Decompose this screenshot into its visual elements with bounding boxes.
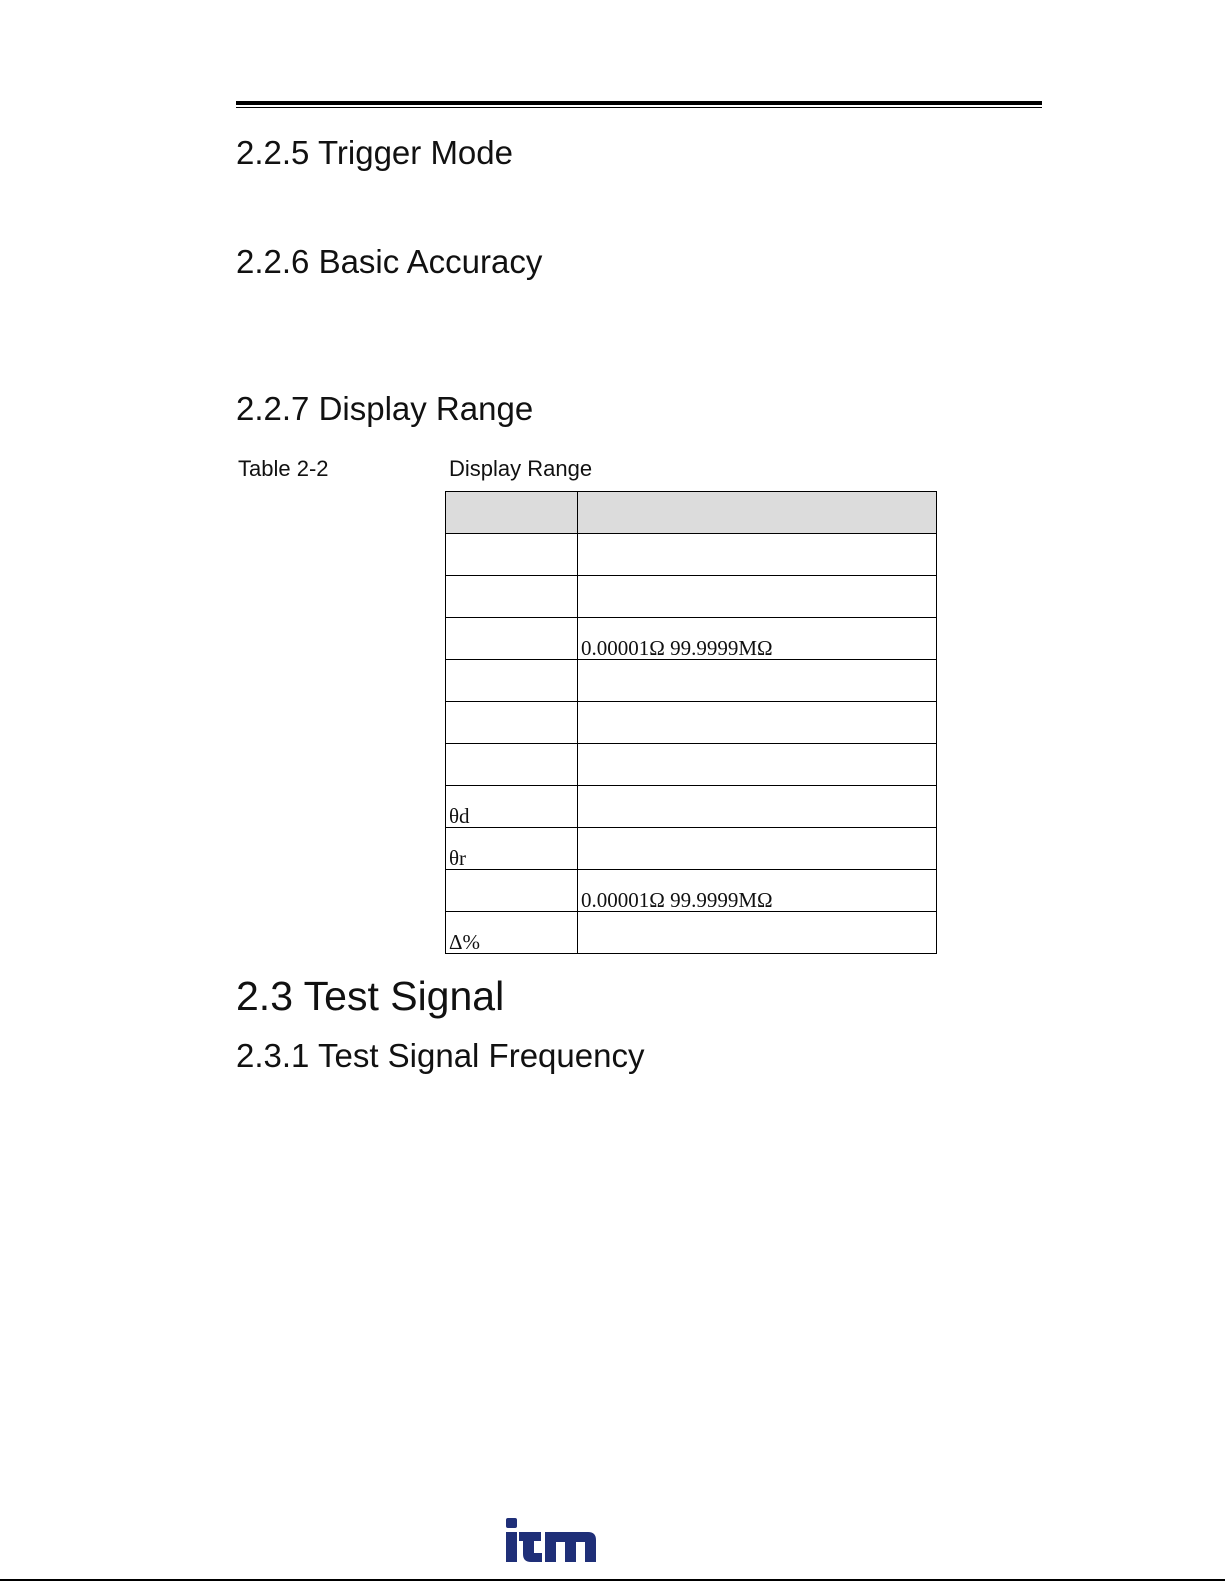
table-caption-number: Table 2-2 <box>238 456 329 481</box>
table-header-row <box>446 492 937 534</box>
header-rule-thin <box>236 107 1042 108</box>
table-caption-title: Display Range <box>449 456 593 481</box>
table-cell-parameter <box>446 534 578 576</box>
table-cell-parameter <box>446 702 578 744</box>
section-heading-test-signal: 2.3 Test Signal <box>236 973 505 1019</box>
table-cell-range <box>578 702 937 744</box>
table-cell-parameter: θd <box>446 786 578 828</box>
table-row <box>446 618 937 660</box>
table-cell-range: 0.00001Ω 99.9999MΩ <box>578 870 937 912</box>
table-cell-range <box>578 534 937 576</box>
section-heading-basic-accuracy: 2.2.6 Basic Accuracy <box>236 243 543 280</box>
table-row <box>446 870 937 912</box>
table-row <box>446 912 937 954</box>
table-cell-parameter <box>446 618 578 660</box>
section-heading-trigger-mode: 2.2.5 Trigger Mode <box>236 134 513 171</box>
table-row <box>446 534 937 576</box>
table-cell-range: 0.00001Ω 99.9999MΩ <box>578 618 937 660</box>
itm-logo-icon <box>505 1518 597 1562</box>
table-cell-range <box>578 912 937 954</box>
section-heading-display-range: 2.2.7 Display Range <box>236 390 534 427</box>
table-cell-range <box>578 744 937 786</box>
section-heading-test-signal-frequency: 2.3.1 Test Signal Frequency <box>236 1037 645 1074</box>
table-cell-parameter: θr <box>446 828 578 870</box>
table-row <box>446 744 937 786</box>
table-row <box>446 702 937 744</box>
table-cell-range <box>578 828 937 870</box>
table-cell-range <box>578 786 937 828</box>
table-row <box>446 828 937 870</box>
table-cell-parameter <box>446 744 578 786</box>
table-header-cell <box>446 492 578 534</box>
table-cell-range <box>578 660 937 702</box>
display-range-table <box>445 491 937 954</box>
table-header-cell <box>578 492 937 534</box>
table-cell-parameter: Δ% <box>446 912 578 954</box>
itm-logo <box>505 1518 597 1570</box>
table-cell-parameter <box>446 576 578 618</box>
table-cell-range <box>578 576 937 618</box>
table-row <box>446 660 937 702</box>
header-rule <box>236 101 1042 105</box>
table-cell-parameter <box>446 870 578 912</box>
table-row <box>446 786 937 828</box>
table-row <box>446 576 937 618</box>
footer-rule <box>0 1579 1225 1581</box>
table-cell-parameter <box>446 660 578 702</box>
